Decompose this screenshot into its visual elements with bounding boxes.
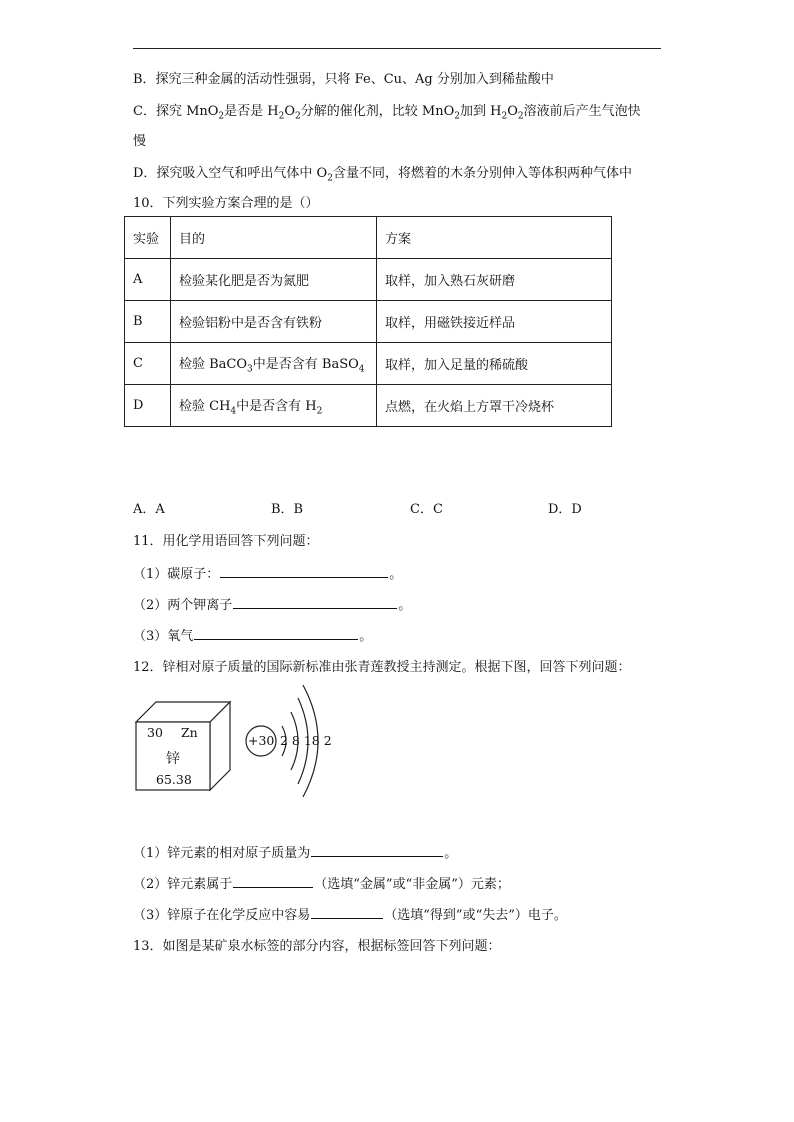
table-cell: D (125, 385, 171, 427)
q10-option-c: C．C (410, 502, 443, 517)
table-cell: A (125, 259, 171, 301)
element-name: 锌 (166, 751, 180, 767)
answer-blank[interactable] (194, 626, 358, 640)
table-cell: 点燃，在火焰上方罩干冷烧杯 (377, 385, 612, 427)
answer-blank[interactable] (311, 843, 443, 857)
table-header-cell: 目的 (171, 217, 377, 259)
q10-option-b: B．B (271, 502, 304, 517)
table-cell: 取样，加入足量的稀硫酸 (377, 343, 612, 385)
table-cell: B (125, 301, 171, 343)
table-row (125, 259, 612, 301)
q11-stem: 11．用化学用语回答下列问题： (133, 534, 319, 549)
q10-option-a: A．A (133, 502, 165, 517)
table-header-cell: 实验 (125, 217, 171, 259)
answer-blank[interactable] (220, 564, 388, 578)
q12-part-3: （3）锌原子在化学反应中容易 （选填“得到”或“失去”）电子。 (133, 904, 567, 923)
q11-part-3: （3）氧气 。 (133, 625, 372, 644)
element-symbol: Zn (181, 725, 198, 740)
table-row (125, 385, 612, 427)
atomic-number: 30 (147, 725, 163, 740)
q10-table (124, 216, 612, 427)
q13-stem: 13．如图是某矿泉水标签的部分内容，根据标签回答下列问题： (133, 939, 501, 954)
q9-option-d: D．探究吸入空气和呼出气体中 $O_2$含量不同，将燃着的木条分别伸入等体积两种气体中 (133, 166, 632, 184)
answer-blank[interactable] (233, 874, 313, 888)
table-header-row (125, 217, 612, 259)
nucleus-charge: +30 (248, 733, 275, 748)
table-cell: C (125, 343, 171, 385)
q12-stem: 12．锌相对原子质量的国际新标准由张青莲教授主持测定。根据下图，回答下列问题： (133, 660, 631, 675)
table-cell: 检验 $CH_4$中是否含有 $H_2$ (171, 385, 377, 427)
atomic-mass: 65.38 (156, 772, 192, 787)
table-cell: 检验铝粉中是否含有铁粉 (171, 301, 377, 343)
header-rule (133, 48, 661, 49)
q9-option-b: B．探究三种金属的活动性强弱，只将 Fe、Cu、Ag 分别加入到稀盐酸中 (133, 72, 554, 87)
q10-option-d: D．D (548, 502, 582, 517)
electron-shells: 2 8 18 2 (280, 733, 332, 748)
q11-part-1: （1）碳原子： 。 (133, 563, 402, 582)
answer-blank[interactable] (311, 905, 383, 919)
q12-part-2: （2）锌元素属于 （选填“金属”或“非金属”）元素； (133, 873, 510, 892)
q9-option-c: C．探究 MnO$_2$是否是 $H_2O_2$分解的催化剂，比较 MnO$_2$加到 $H_2O_2$溶液前后产生气泡快 (133, 104, 641, 122)
table-row (125, 343, 612, 385)
table-row (125, 301, 612, 343)
q10-stem: 10．下列实验方案合理的是（） (133, 196, 319, 211)
table-cell: 取样，用磁铁接近样品 (377, 301, 612, 343)
q11-part-2: （2）两个钾离子 。 (133, 594, 411, 613)
table-header-cell: 方案 (377, 217, 612, 259)
q12-part-1: （1）锌元素的相对原子质量为 。 (133, 842, 457, 861)
table-cell: 检验 BaCO$_3$中是否含有 BaSO$_4$ (171, 343, 377, 385)
table-cell: 取样，加入熟石灰研磨 (377, 259, 612, 301)
answer-blank[interactable] (233, 595, 397, 609)
q9-option-c-cont: 慢 (133, 134, 147, 149)
table-cell: 检验某化肥是否为氮肥 (171, 259, 377, 301)
